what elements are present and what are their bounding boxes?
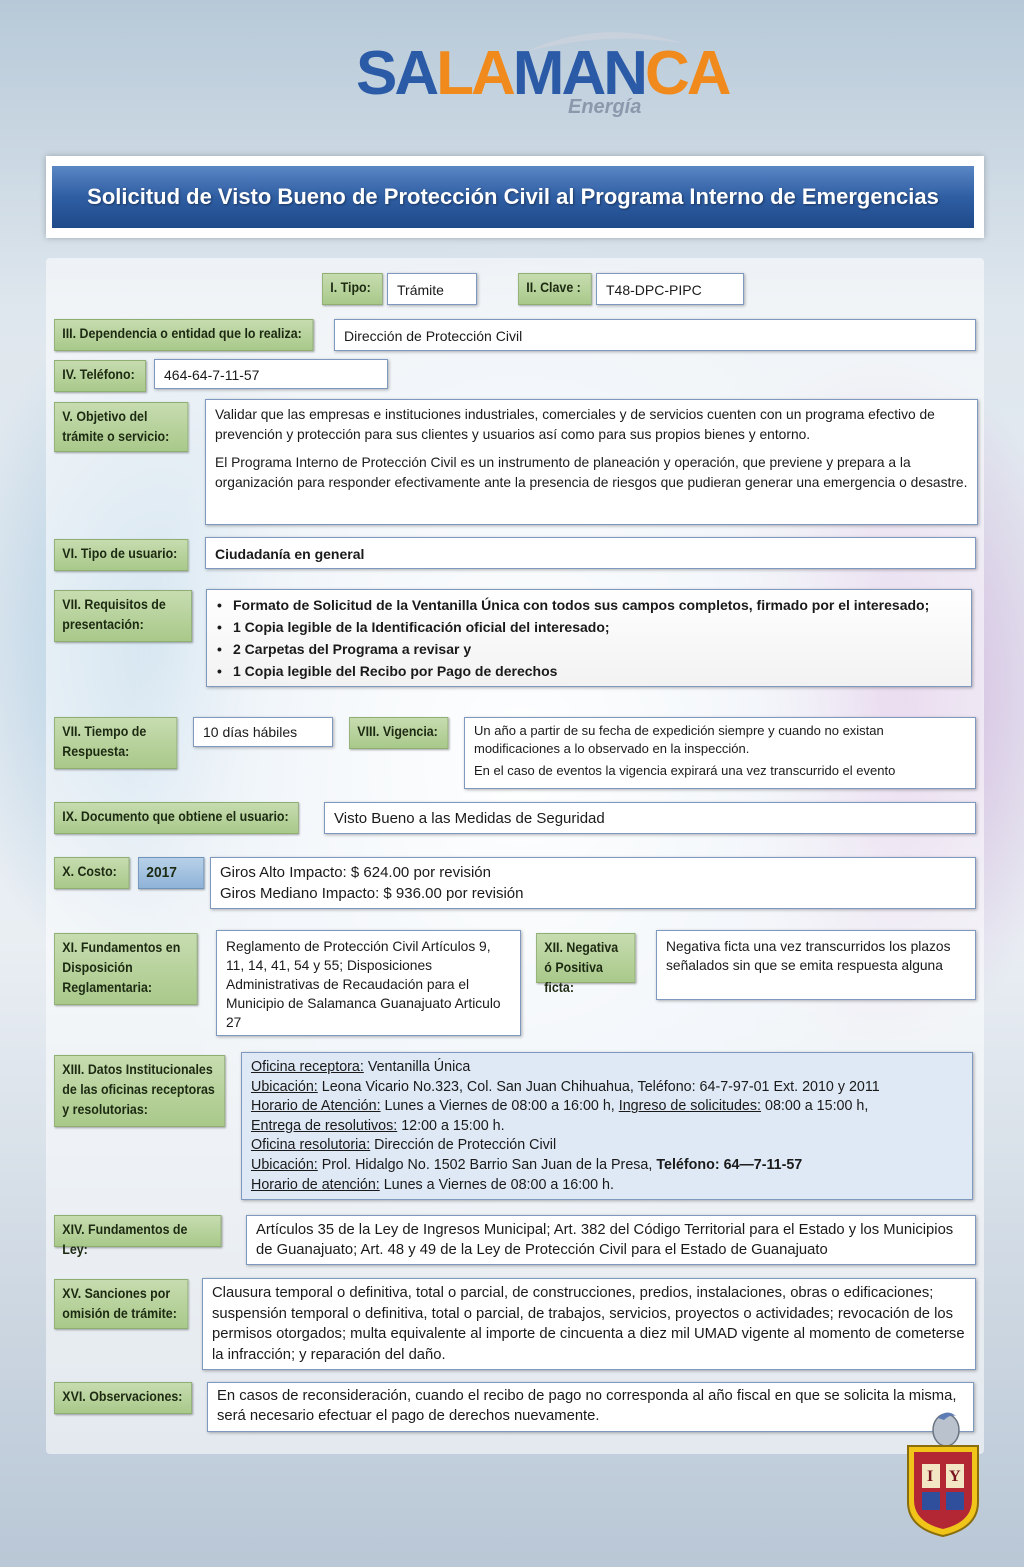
tipo-label: I. Tipo:: [322, 273, 383, 305]
requisito-item: • Formato de Solicitud de la Ventanilla Única con todos sus campos completos, firmado por el interesado;: [213, 594, 965, 616]
requisito-item: • 2 Carpetas del Programa a revisar y: [213, 638, 965, 660]
telefono-label: IV. Teléfono:: [54, 360, 146, 392]
horario1-value: Lunes a Viernes de 08:00 a 16:00 h,: [380, 1098, 619, 1115]
clave-value: T48-DPC-PIPC: [596, 273, 744, 305]
datos-value: [241, 1052, 973, 1200]
observaciones-value: En casos de reconsideración, cuando el recibo de pago no corresponda al año fiscal en que se solicita la misma, será necesario efectuar el pago de derechos nuevamente.: [207, 1382, 974, 1432]
vigencia-p2: En el caso de eventos la vigencia expirará una vez transcurrido el evento: [474, 763, 896, 778]
fundamentos-disp-label: XI. Fundamentos en Disposición Reglamentaria:: [54, 933, 198, 1005]
documento-value: Visto Bueno a las Medidas de Seguridad: [324, 802, 976, 834]
requisito-item: • 1 Copia legible de la Identificación oficial del interesado;: [213, 616, 965, 638]
ingreso-key: Ingreso de solicitudes:: [618, 1098, 762, 1115]
fundamentos-disp-value: Reglamento de Protección Civil Artículos 9, 11, 14, 41, 54 y 55; Disposiciones Administrativas de Recaudación para el Municipio de Salamanca Guanajuato Articulo 27: [216, 930, 521, 1036]
horario2-key: Horario de atención:: [251, 1176, 380, 1193]
crest-letter: I: [927, 1468, 934, 1485]
requisito-item: • 1 Copia legible del Recibo por Pago de derechos: [213, 660, 965, 682]
vigencia-label: VIII. Vigencia:: [349, 717, 448, 749]
datos-label: XIII. Datos Institucionales de las oficinas receptoras y resolutorias:: [54, 1055, 225, 1127]
ubicacion2-value: Prol. Hidalgo No. 1502 Barrio San Juan de la Presa,: [317, 1156, 657, 1173]
oficina-receptora-value: Ventanilla Única: [363, 1059, 471, 1075]
ingreso-value: 08:00 a 15:00 h,: [761, 1098, 869, 1115]
costo-line1: Giros Alto Impacto: $ 624.00 por revisión: [220, 864, 491, 881]
costo-year: 2017: [138, 857, 204, 889]
ubicacion1-value: Leona Vicario No.323, Col. San Juan Chihuahua, Teléfono: 64-7-97-01 Ext. 2010 y 2011: [317, 1078, 880, 1095]
ubicacion1-key: Ubicación:: [251, 1078, 318, 1095]
tiempo-value: 10 días hábiles: [193, 717, 333, 747]
salamanca-crest: [900, 1410, 986, 1538]
dependencia-value: Dirección de Protección Civil: [334, 319, 976, 351]
logo-wordmark: SALAMANCA: [356, 39, 729, 108]
objetivo-p1: Validar que las empresas e instituciones industriales, comerciales y de servicios cuenten con un programa efectivo de prevención y protección para sus clientes y usuarios así como para sus propios bienes y entorno.: [215, 407, 935, 442]
tipo-value: Trámite: [387, 273, 477, 305]
tiempo-label: VII. Tiempo de Respuesta:: [54, 717, 177, 769]
documento-label: IX. Documento que obtiene el usuario:: [54, 802, 299, 834]
negativa-value: Negativa ficta una vez transcurridos los plazos señalados sin que se emita respuesta alguna: [656, 930, 976, 1000]
oficina-receptora-key: Oficina receptora:: [251, 1059, 364, 1075]
sanciones-label: XV. Sanciones por omisión de trámite:: [54, 1279, 188, 1329]
observaciones-label: XVI. Observaciones:: [54, 1382, 192, 1414]
oficina-resolutoria-key: Oficina resolutoria:: [251, 1137, 371, 1154]
tipo-usuario-label: VI. Tipo de usuario:: [54, 539, 188, 571]
telefono2-value: Teléfono: 64—7-11-57: [656, 1156, 803, 1173]
costo-line2: Giros Mediano Impacto: $ 936.00 por revisión: [220, 885, 524, 902]
telefono-value: 464-64-7-11-57: [154, 359, 388, 389]
horario2-value: Lunes a Viernes de 08:00 a 16:00 h.: [379, 1176, 614, 1193]
entrega-key: Entrega de resolutivos:: [251, 1117, 398, 1134]
crest-letter: Y: [949, 1468, 961, 1485]
dependencia-label: III. Dependencia o entidad que lo realiza:: [54, 319, 313, 351]
logo-subtitle: Energía: [568, 96, 642, 118]
requisitos-label: VII. Requisitos de presentación:: [54, 590, 192, 642]
fundamentos-ley-value: Artículos 35 de la Ley de Ingresos Municipal; Art. 382 del Código Territorial para el Estado y los Municipios de Guanajuato; Art. 48 y 49 de la Ley de Protección Civil para el Estado de Guanajuato: [246, 1215, 976, 1265]
vigencia-p1: Un año a partir de su fecha de expedición siempre y cuando no existan modificaciones a lo observado en la inspección.: [474, 723, 884, 756]
negativa-label: XII. Negativa ó Positiva ficta:: [536, 933, 635, 983]
sanciones-value: Clausura temporal o definitiva, total o parcial, de construcciones, predios, instalaciones, obras o edificaciones; suspensión temporal o definitiva, total o parcial, de trabajos, servicios, proyectos o actividades; revocación de los permisos otorgados; multa equivalente al importe de cincuenta a diez mil UMAD vigente al momento de cometerse la infracción; y reparación del daño.: [202, 1278, 976, 1370]
objetivo-value: [205, 399, 978, 525]
horario1-key: Horario de Atención:: [251, 1098, 381, 1115]
objetivo-p2: El Programa Interno de Protección Civil es un instrumento de planeación y operación, que previene y prepara a la organización para responder efectivamente ante la presencia de riesgos que pudieran generar una emergencia o desastre.: [215, 455, 968, 490]
costo-label: X. Costo:: [54, 857, 129, 889]
clave-label: II. Clave :: [518, 273, 592, 305]
oficina-resolutoria-value: Dirección de Protección Civil: [370, 1137, 557, 1154]
vigencia-value: [464, 717, 976, 789]
crest-shape: [900, 1410, 986, 1538]
requisitos-list: [206, 589, 972, 687]
costo-value: [210, 857, 976, 909]
objetivo-label: V. Objetivo del trámite o servicio:: [54, 402, 188, 452]
tipo-usuario-value: Ciudadanía en general: [205, 537, 976, 569]
entrega-value: 12:00 a 15:00 h.: [397, 1117, 505, 1134]
page-title: Solicitud de Visto Bueno de Protección Civil al Programa Interno de Emergencias: [52, 166, 974, 228]
ubicacion2-key: Ubicación:: [251, 1156, 318, 1173]
fundamentos-ley-label: XIV. Fundamentos de Ley:: [54, 1215, 221, 1247]
